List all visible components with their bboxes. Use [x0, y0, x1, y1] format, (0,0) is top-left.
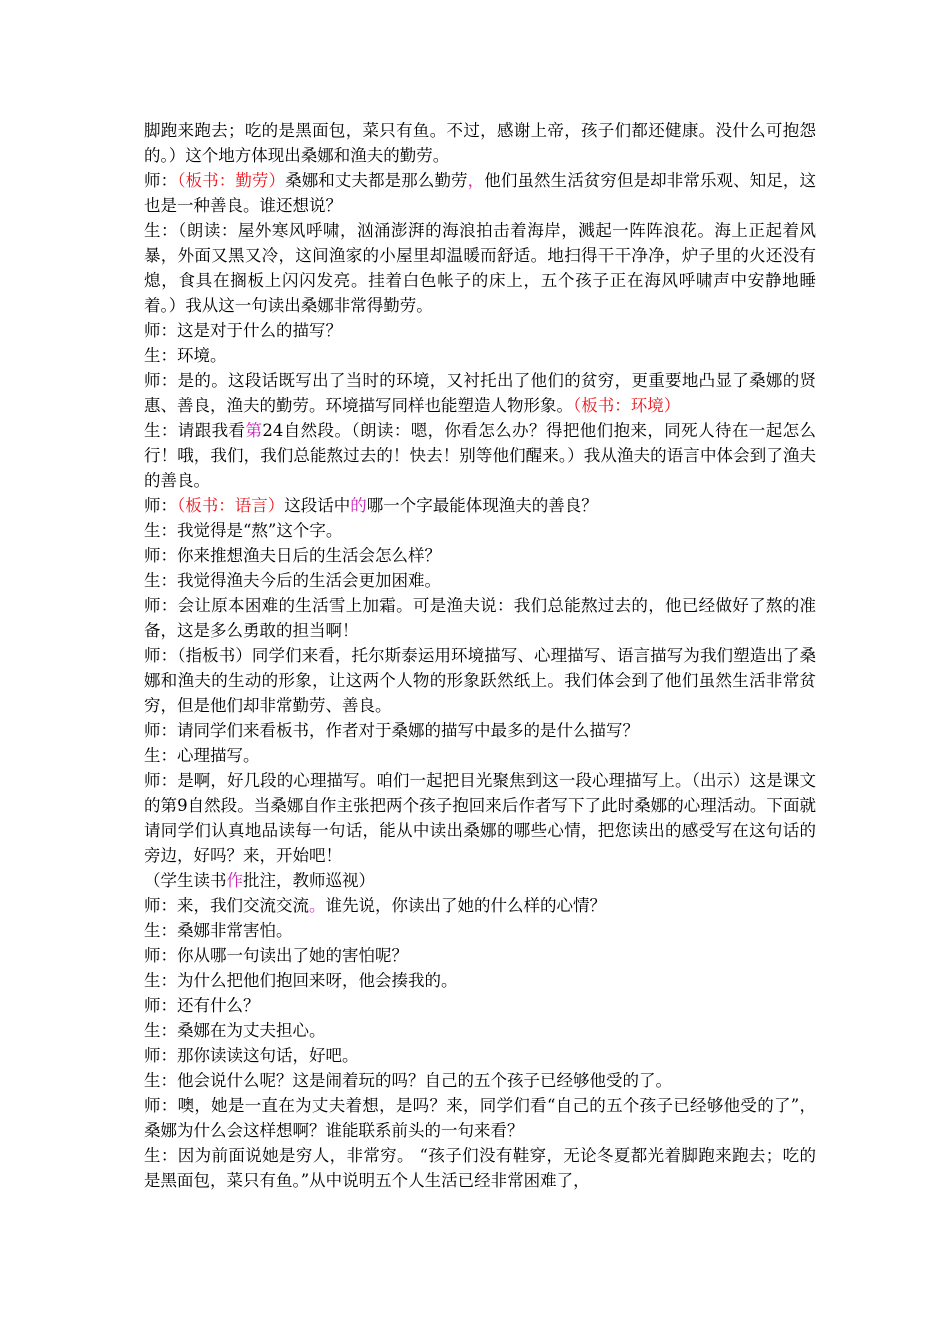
paragraph-text: 师：这是对于什么的描写？	[144, 321, 342, 340]
board-note-text: （板书：环境）	[573, 396, 681, 415]
paragraph-text: 师：还有什么？	[144, 996, 260, 1015]
transcript-paragraph	[144, 743, 816, 768]
transcript-paragraph	[144, 343, 816, 368]
transcript-paragraph	[144, 493, 816, 518]
paragraph-text: （学生读书	[144, 871, 227, 890]
paragraph-text: 脚跑来跑去；吃的是黑面包，菜只有鱼。不过，感谢上帝，孩子们都还健康。没什么可抱怨的。）这个地方体现出桑娜和渔夫的勤劳。	[144, 121, 816, 165]
paragraph-text: 师：噢，她是一直在为丈夫着想，是吗？来，同学们看“自己的五个孩子已经够他受的了”，桑娜为什么会这样想啊？谁能联系前头的一句来看？	[144, 1096, 816, 1140]
transcript-paragraph	[144, 318, 816, 343]
transcript-paragraph	[144, 993, 816, 1018]
paragraph-text: 师：	[144, 171, 178, 190]
transcript-paragraph	[144, 168, 816, 218]
highlight-text: 作	[226, 871, 243, 890]
transcript-paragraph	[144, 643, 816, 718]
transcript-paragraph	[144, 568, 816, 593]
paragraph-text: 师：（指板书）同学们来看，托尔斯泰运用环境描写、心理描写、语言描写为我们塑造出了桑娜和渔夫的生动的形象，让这两个人物的形象跃然纸上。我们体会到了他们虽然生活非常贫穷，但是他们却非常勤劳、善良。	[144, 646, 816, 715]
paragraph-text: 批注，教师巡视）	[243, 871, 375, 890]
transcript-paragraph	[144, 1043, 816, 1068]
paragraph-text: 生：心理描写。	[144, 746, 260, 765]
transcript-paragraph	[144, 518, 816, 543]
paragraph-text: 24自然段。（朗读：嗯，你看怎么办？得把他们抱来，同死人待在一起怎么行！哦，我们，我们总能熬过去的！快去！别等他们醒来。）我从渔夫的语言中体会到了渔夫的善良。	[144, 421, 817, 490]
board-note-text: （板书：语言）	[177, 496, 285, 515]
paragraph-text: 生：环境。	[144, 346, 227, 365]
paragraph-text: 这段话中	[284, 496, 351, 515]
board-note-text: （板书：勤劳）	[177, 171, 286, 190]
transcript-paragraph	[144, 118, 816, 168]
paragraph-text: 师：你来推想渔夫日后的生活会怎么样？	[144, 546, 441, 565]
transcript-paragraph	[144, 1018, 816, 1043]
highlight-text: 。	[309, 896, 326, 915]
transcript-paragraph	[144, 968, 816, 993]
paragraph-text: 生：我觉得是“熬”这个字。	[144, 521, 343, 540]
paragraph-text: 师：会让原本困难的生活雪上加霜。可是渔夫说：我们总能熬过去的，他已经做好了熬的准备，这是多么勇敢的担当啊！	[144, 596, 816, 640]
paragraph-text: 生：桑娜非常害怕。	[144, 921, 293, 940]
transcript-paragraph	[144, 943, 816, 968]
paragraph-text: 哪一个字最能体现渔夫的善良？	[366, 496, 598, 515]
document-body	[144, 118, 816, 1193]
paragraph-text: 生：我觉得渔夫今后的生活会更加困难。	[144, 571, 441, 590]
paragraph-text: 生：（朗读：屋外寒风呼啸，汹涌澎湃的海浪拍击着海岸，溅起一阵阵浪花。海上正起着风暴，外面又黑又冷，这间渔家的小屋里却温暖而舒适。地扫得干干净净，炉子里的火还没有熄，食具在搁板上闪闪发亮。挂着白色帐子的床上，五个孩子正在海风呼啸声中安静地睡着。）我从这一句读出桑娜非常得勤劳。	[144, 221, 816, 315]
transcript-paragraph	[144, 543, 816, 568]
paragraph-text: 谁先说，你读出了她的什么样的心情？	[325, 896, 606, 915]
paragraph-text: 师：是啊，好几段的心理描写。咱们一起把目光聚焦到这一段心理描写上。（出示）这是课文的第9自然段。当桑娜自作主张把两个孩子抱回来后作者写下了此时桑娜的心理活动。下面就请同学们认真地品读每一句话，能从中读出桑娜的哪些心情，把您读出的感受写在这句话的旁边，好吗？来，开始吧！	[144, 771, 816, 865]
paragraph-text: 他们虽然生活贫穷但是却非常乐观、知足，这也是一种善良。谁还想说？	[144, 171, 816, 215]
transcript-paragraph	[144, 918, 816, 943]
transcript-paragraph	[144, 1093, 816, 1143]
paragraph-text: 生：因为前面说她是穷人，非常穷。 “孩子们没有鞋穿，无论冬夏都光着脚跑来跑去；吃的是黑面包，菜只有鱼。”从中说明五个人生活已经非常困难了，	[144, 1146, 816, 1190]
paragraph-text: 生：桑娜在为丈夫担心。	[144, 1021, 326, 1040]
transcript-paragraph	[144, 1068, 816, 1093]
transcript-paragraph	[144, 368, 816, 418]
transcript-paragraph	[144, 593, 816, 643]
transcript-paragraph	[144, 218, 816, 318]
paragraph-text: 师：	[144, 496, 177, 515]
paragraph-text: 桑娜和丈夫都是那么勤劳	[285, 171, 468, 190]
paragraph-text: 生：请跟我看	[144, 421, 246, 440]
paragraph-text: 师：是的。这段话既写出了当时的环境，又衬托出了他们的贫穷，更重要地凸显了桑娜的贤惠、善良，渔夫的勤劳。环境描写同样也能塑造人物形象。	[144, 371, 816, 415]
highlight-text: 第	[245, 421, 263, 440]
transcript-paragraph	[144, 718, 816, 743]
transcript-paragraph	[144, 868, 816, 893]
paragraph-text: 师：来，我们交流交流	[144, 896, 309, 915]
transcript-paragraph	[144, 893, 816, 918]
highlight-text: ，	[467, 171, 485, 190]
paragraph-text: 师：那你读读这句话，好吧。	[144, 1046, 359, 1065]
transcript-paragraph	[144, 1143, 816, 1193]
paragraph-text: 生：他会说什么呢？这是闹着玩的吗？自己的五个孩子已经够他受的了。	[144, 1071, 672, 1090]
paragraph-text: 师：你从哪一句读出了她的害怕呢？	[144, 946, 408, 965]
paragraph-text: 生：为什么把他们抱回来呀，他会揍我的。	[144, 971, 458, 990]
highlight-text: 的	[350, 496, 367, 515]
transcript-paragraph	[144, 418, 816, 493]
transcript-paragraph	[144, 768, 816, 868]
paragraph-text: 师：请同学们来看板书，作者对于桑娜的描写中最多的是什么描写？	[144, 721, 639, 740]
